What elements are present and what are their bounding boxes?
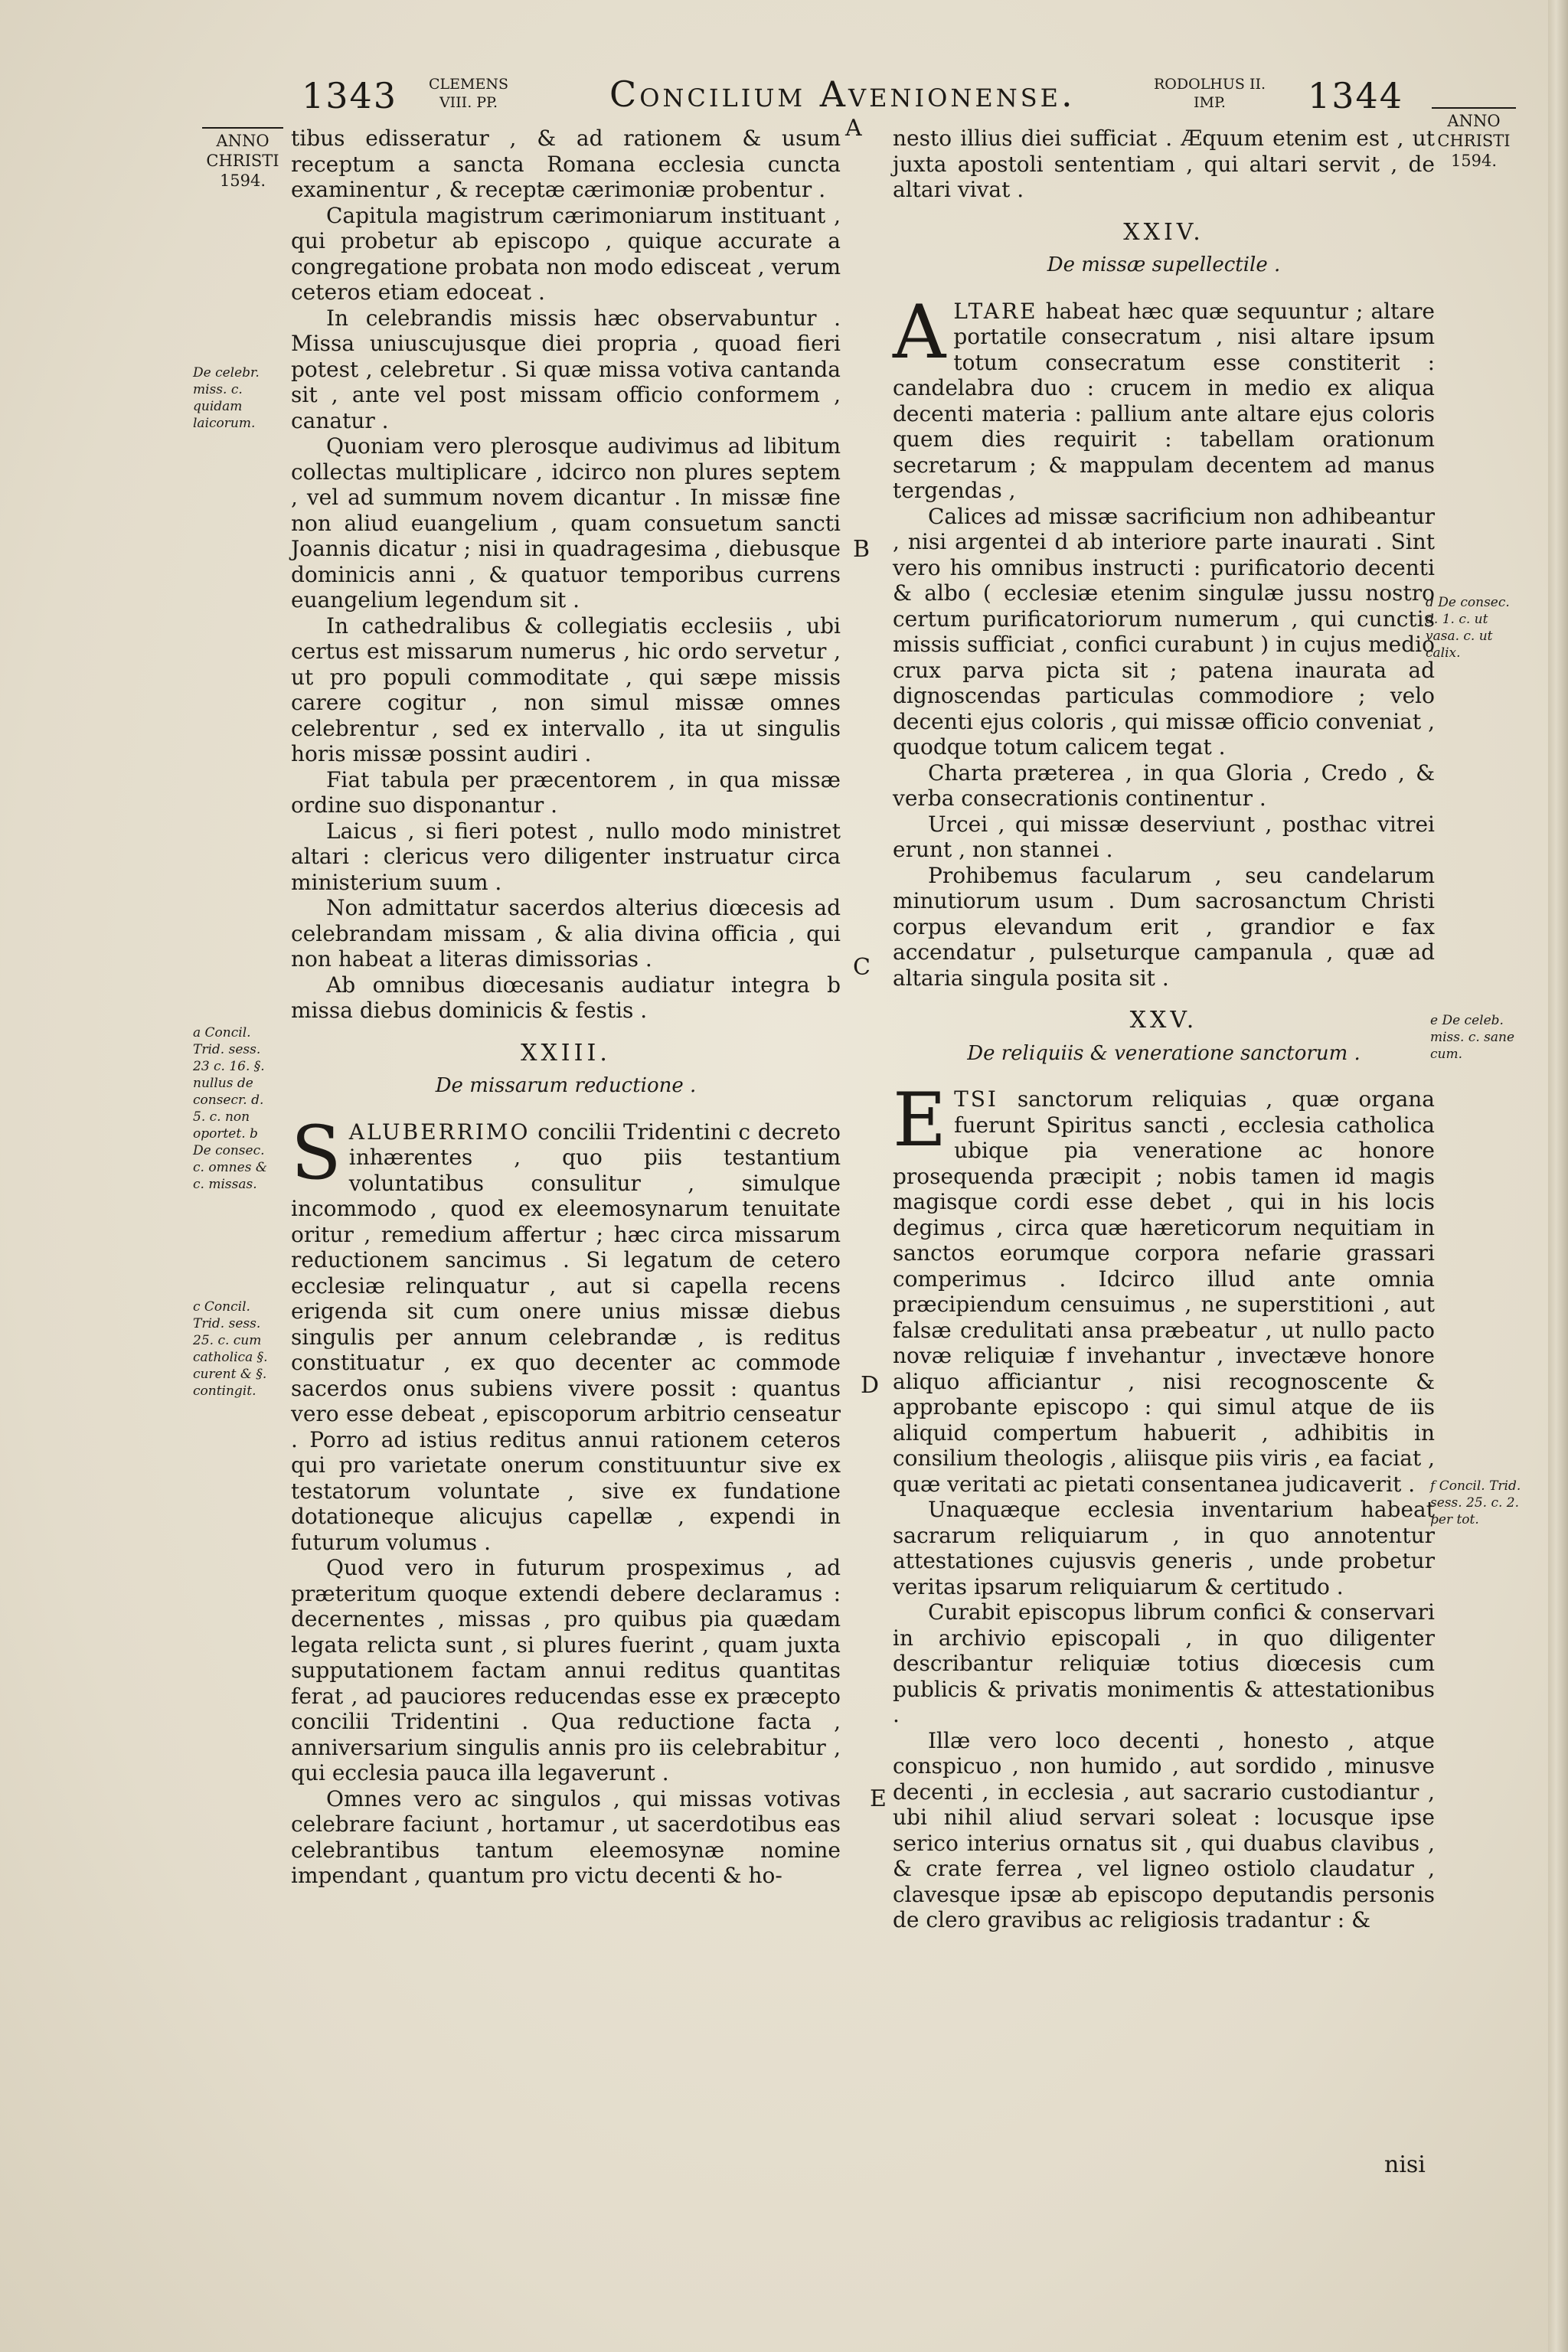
left-margin-note-1: De celebr. miss. c. quidam laicorum. [193,365,260,431]
section-23-first-text: concilii Tridentini c decreto inhærentes , quo piis testantium voluntatibus consulitur , simulque incommodo , quod ex eleemosynarum tenuitate oritur , remedium affertur ; hæc circa missarum reductionem sancimus . Si legatum de cetero ecclesiæ relinquatur , aut si capella recens erigenda sit cum onere unius missæ diebus singulis per annum celebrandæ , is reditus constituatur , ex quo decenter ac commode sacerdos onus subiens vivere possit : quantus vero esse debeat , episcoporum arbitrio censeatur . Porro ad istius reditus annui rationem ceteros qui pro varietate onerum constituuntur sive ex testatorum voluntate , sive ex fundatione dotationeque alicujus capellæ , expendi in futurum volumus . [291,1119,841,1555]
paragraph: Charta præterea , in qua Gloria , Credo , & verba consecrationis continentur . [893,760,1435,811]
left-margin-note-2: a Concil. Trid. sess. 23 c. 16. §. nullus de consecr. d. 5. c. non oportet. b De consec. c. omnes & c. missas. [193,1025,267,1192]
section-24-first-paragraph [893,289,1435,504]
paragraph: Laicus , si fieri potest , nullo modo ministret altari : clericus vero diligenter instruatur circa ministerium suum . [291,818,841,895]
section-letter-e: E [870,1785,887,1812]
paragraph: Fiat tabula per præcentorem , in qua missæ ordine suo disponantur . [291,766,841,818]
left-running-head: CLEMENS VIII. PP. [429,76,508,111]
left-anno-label [202,127,283,191]
section-25-number: XXV. [1129,1007,1198,1034]
paragraph: Ab omnibus diœcesanis audiatur integra b missa diebus dominicis & festis . [291,972,841,1023]
anno-rule [202,127,283,129]
paragraph: Non admittatur sacerdos alterius diœcesis ad celebrandam missam , & alia divina officia , qui non habeat a literas dimissorias . [291,895,841,972]
right-margin-note-2: e De celeb. miss. c. sane cum. [1430,1013,1515,1062]
right-running-head: RODOLHUS II. IMP. [1154,76,1266,111]
paragraph: Quod vero in futurum prospeximus , ad præteritum quoque extendi debere declaramus : decernentes , missas , pro quibus pia quædam legata relicta sunt , si plures fuerint , quam juxta supputationem factam annui reditus quantitas ferat , ad pauciores reducendas esse ex præcepto concilii Tridentini . Qua reductione facta , anniversarium singulis annis pro iis celebrabitur , qui ecclesia pauca illa legaverunt . [291,1555,841,1785]
section-letter-c: C [853,954,871,981]
paragraph: Urcei , qui missæ deserviunt , posthac vitrei erunt , non stannei . [893,811,1435,862]
section-25-title: De reliquiis & veneratione sanctorum . [967,1041,1361,1065]
paragraph: Unaquæque ecclesia inventarium habeat sacrarum reliquiarum , in quo annotentur attestationes cujusvis generis , unde probetur veritas ipsarum reliquiarum & certitudo . [893,1497,1435,1599]
left-anno-text: ANNO CHRISTI 1594. [206,132,279,190]
section-letter-b: B [853,536,871,563]
left-margin-note-3: c Concil. Trid. sess. 25. c. cum catholica §. curent & §. contingit. [193,1299,268,1399]
section-23-title: De missarum reductione . [435,1074,697,1097]
section-25-first-paragraph [893,1077,1436,1497]
paragraph: In cathedralibus & collegiatis ecclesiis , ubi certus est missarum numerus , hic ordo servetur , ut pro populi commoditate , qui sæpe missis carere cogitur , non simul missæ omnes celebrentur , sed ex intervallo , ita ut singulis horis missæ possint audiri . [291,612,841,766]
left-text-column [291,126,841,1889]
paragraph: In celebrandis missis hæc observabuntur . Missa uniuscujusque diei propria , quoad fieri potest , celebretur . Si quæ missa votiva cantanda sit , ante vel post missam officio conformem , canatur . [291,305,841,433]
paragraph: Curabit episcopus librum confici & conservari in archivio episcopali , in quo diligenter describantur reliquiæ totius diœcesis cum publicis & privatis monimentis & attestationibus . [893,1599,1435,1727]
right-anno-label [1432,107,1516,171]
paragraph: Calices ad missæ sacrificium non adhibeantur , nisi argentei d ab interiore parte inaurati . Sint vero his omnibus instructi : purificatorio decenti & albo ( ecclesiæ etenim singulæ jussu nostro certum purificatoriorum numerum , qui cunctis missis sufficiat , confici curabunt ) in cujus medio crux parva picta sit ; patena inaurata ad dignoscendas particulas commodiore ; velo decenti ejus coloris , qui missæ officio conveniat , quodque totum calicem tegat . [893,503,1435,760]
section-24-first-text: habeat hæc quæ sequuntur ; altare portatile consecratum , nisi altare ipsum totum consecratum esse constiterit : candelabra duo : crucem in medio ex aliqua decenti materia : pallium ante altare ejus coloris quem dies requirit : tabellam orationum secretarum ; & mappulam decentem ad manus tergendas , [893,298,1435,503]
drop-cap-s: S [291,1109,341,1196]
section-24-number: XXIV. [1123,218,1204,246]
left-page-number: 1343 [302,75,398,116]
catchword: nisi [1384,2151,1426,2178]
drop-cap-a: A [893,289,946,375]
paragraph: Quoniam vero plerosque audivimus ad libitum collectas multiplicare , idcirco non plures septem , vel ad summum novem dicantur . In missæ fine non aliud euangelium , quam consuetum sancti Joannis dicatur ; nisi in quadragesima , diebusque dominicis anni , & quatuor temporibus currens euangelium legendum sit . [291,433,841,612]
right-margin-note-1: d De consec. d. 1. c. ut vasa. c. ut calix. [1426,595,1510,661]
section-letter-a: A [845,115,862,142]
left-opening-paragraph: tibus edisseratur , & ad rationem & usum receptum a sancta Romana ecclesia cuncta examinentur , & receptæ cærimoniæ probentur . [291,126,841,202]
right-margin-note-3: f Concil. Trid. sess. 25. c. 2. per tot. [1430,1478,1521,1527]
paragraph: Prohibemus facularum , seu candelarum minutiorum usum . Dum sacrosanctum Christi corpus elevandum erit , grandior e fax accendatur , pulseturque campanula , quæ ad altaria singula posita sit . [893,862,1435,991]
paragraph: Capitula magistrum cærimoniarum instituant , qui probetur ab episcopo , quique accurate a congregatione probata non modo edisceat , verum ceteros etiam edoceat . [291,202,841,305]
page-edge-shadow [1548,0,1568,2352]
section-25-first-text: sanctorum reliquias , quæ organa fuerunt Spiritus sancti , ecclesia catholica ubique pia veneratione ac honore prosequenda præcipit ; nobis tamen id magis magisque cordi esse debet , qui in his locis degimus , circa quæ hæreticorum nequitiam in sanctos eorumque corpora nefarie grassari comperimus . Idcirco illud ante omnia præcipiendum censuimus , ne superstitioni , aut falsæ credulitati ansa præbeatur , ut nullo pacto novæ reliquiæ f invehantur , invectæve honore aliquo afficiantur , nisi recognoscente & approbante episcopo : qui simul atque de iis aliquid compertum habuerit , adhibitis in consilium theologis , aliisque piis viris , ea faciat , quæ veritati ac pietati consentanea judicaverit . [893,1086,1436,1497]
paragraph: Illæ vero loco decenti , honesto , atque conspicuo , non humido , aut sordido , minusve decenti , in ecclesia , aut sacrario custodiantur , ubi nihil aliud servari soleat : locusque ipse serico interius ornatus sit , qui duabus clavibus , & crate ferrea , vel ligneo ostiolo claudatur , clavesque ipsæ ab episcopo deputandis personis de clero gravibus ac religiosis tradantur : & [893,1727,1435,1932]
drop-cap-e: E [893,1077,947,1163]
paragraph: Omnes vero ac singulos , qui missas votivas celebrare faciunt , hortamur , ut sacerdotibus eas celebrantibus tantum eleemosynæ nomine impendant , quantum pro victu decenti & ho- [291,1785,841,1888]
right-page-number: 1344 [1308,75,1404,116]
section-24-title: De missæ supellectile . [1047,253,1281,276]
section-23-number: XXIII. [521,1039,611,1067]
anno-rule [1432,107,1516,109]
section-25-lead-word: TSI [954,1086,998,1112]
section-23-first-paragraph [291,1109,841,1556]
right-text-column [893,126,1435,1933]
section-letter-d: D [861,1372,880,1399]
page-title: Concilium Avenionense. [609,74,1076,115]
section-24-lead-word: LTARE [953,298,1038,324]
right-opening-paragraph: nesto illius diei sufficiat . Æquum etenim est , ut juxta apostoli sententiam , qui altari servit , de altari vivat . [893,126,1435,202]
right-anno-text: ANNO CHRISTI 1594. [1437,112,1511,170]
section-23-lead-word: ALUBERRIMO [348,1119,531,1145]
